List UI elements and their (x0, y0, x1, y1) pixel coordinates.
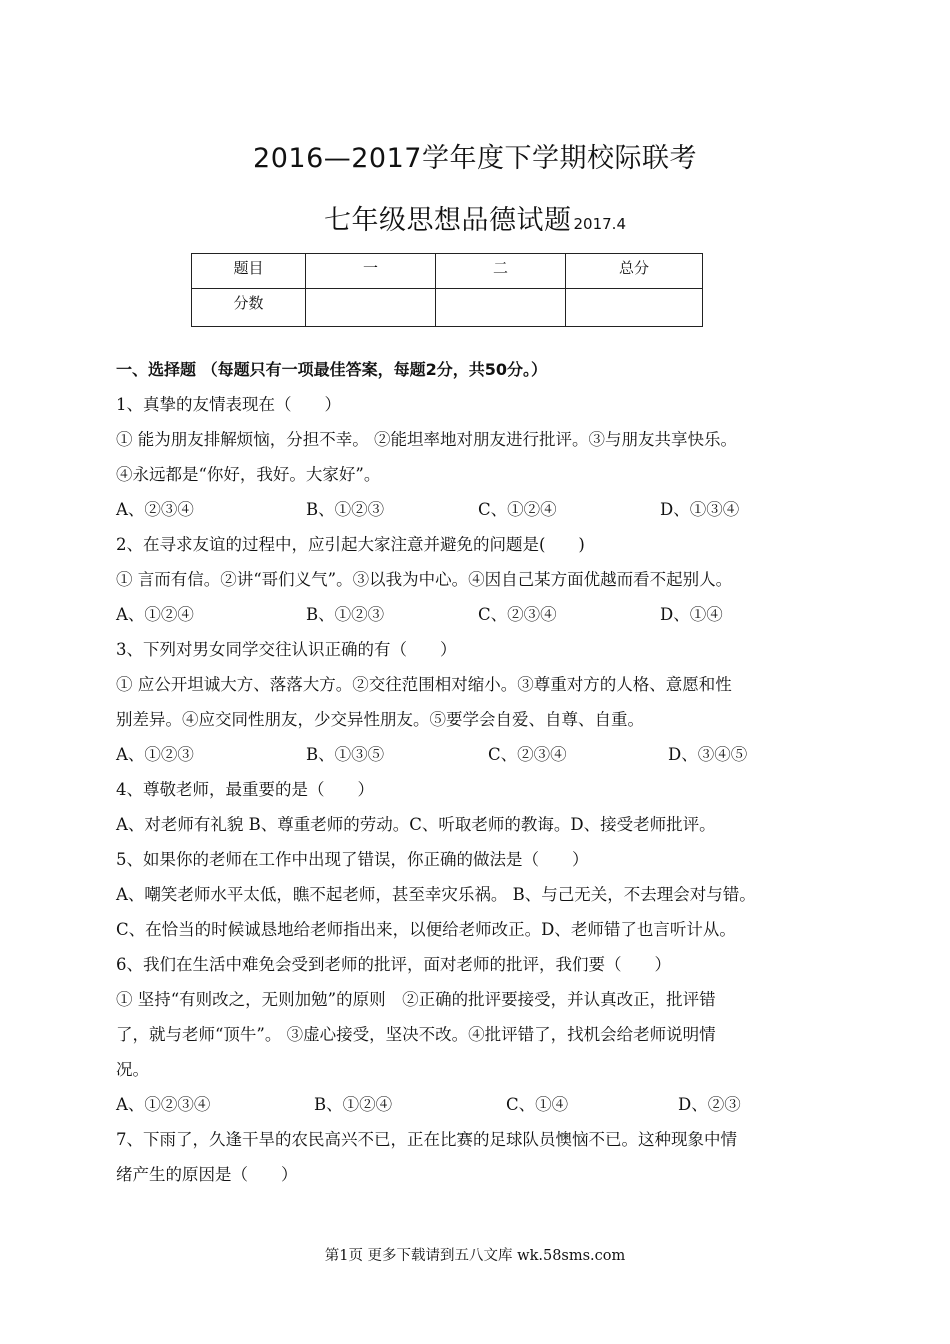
question-text: 了，就与老师“顶牛”。 ③虚心接受，坚决不改。④批评错了，找机会给老师说明情 (116, 1025, 716, 1044)
option-d: D、①④ (660, 605, 723, 624)
option-d: D、③④⑤ (668, 745, 748, 764)
exam-title: 2016—2017学年度下学期校际联考 (253, 143, 697, 174)
question-stem: 4、尊敬老师，最重要的是（ ） (116, 780, 374, 799)
question-text: ① 坚持“有则改之，无则加勉”的原则 ②正确的批评要接受，并认真改正，批评错 (116, 990, 716, 1009)
question-stem: 7、下雨了，久逢干旱的农民高兴不已，正在比赛的足球队员懊恼不已。这种现象中情 (116, 1130, 737, 1149)
score-table-header-row (192, 254, 703, 289)
option-b: B、①②③ (306, 500, 385, 519)
question-stem: 5、如果你的老师在工作中出现了错误，你正确的做法是（ ） (116, 850, 589, 869)
question-text: ① 能为朋友排解烦恼，分担不幸。 ②能坦率地对朋友进行批评。③与朋友共享快乐。 (116, 430, 737, 449)
question-options (116, 597, 846, 632)
option-c: C、①②④ (478, 500, 557, 519)
question-text: 绪产生的原因是（ ） (116, 1165, 298, 1184)
score-table (191, 253, 703, 327)
option-a: A、①②③ (116, 745, 194, 764)
question-stem: 2、在寻求友谊的过程中，应引起大家注意并避免的问题是( ) (116, 535, 585, 554)
option-b: B、①②③ (306, 605, 385, 624)
option-c: C、②③④ (488, 745, 567, 764)
question-options (116, 492, 846, 527)
score-table-score-row (192, 289, 703, 327)
option-d: D、①③④ (660, 500, 740, 519)
question-text: A、嘲笑老师水平太低，瞧不起老师，甚至幸灾乐祸。 B、与己无关，不去理会对与错。 (116, 885, 756, 904)
question-options (116, 737, 846, 772)
question-options (116, 1087, 846, 1122)
exam-content (116, 352, 846, 1192)
question-text: ④永远都是“你好，我好。大家好”。 (116, 465, 381, 484)
question-stem: 3、下列对男女同学交往认识正确的有（ ） (116, 640, 457, 659)
option-b: B、①③⑤ (306, 745, 385, 764)
score-input-cell[interactable] (436, 289, 566, 327)
option-c: C、①④ (506, 1095, 569, 1114)
score-input-cell[interactable] (306, 289, 436, 327)
question-text: 别差异。④应交同性朋友，少交异性朋友。⑤要学会自爱、自尊、自重。 (116, 710, 644, 729)
exam-subtitle (0, 198, 950, 237)
option-a: A、②③④ (116, 500, 194, 519)
question-text: ① 言而有信。②讲“哥们义气”。③以我为中心。④因自己某方面优越而看不起别人。 (116, 570, 733, 589)
question-text: 况。 (116, 1060, 149, 1079)
section-heading: 一、选择题 （每题只有一项最佳答案，每题2分，共50分。） (116, 360, 547, 379)
option-c: C、②③④ (478, 605, 557, 624)
score-table-cell: 一 (306, 254, 436, 289)
option-d: D、②③ (678, 1095, 741, 1114)
subtitle-text: 七年级思想品德试题 (324, 205, 572, 236)
page-footer: 第1页 更多下载请到五八文库 wk.58sms.com (324, 1248, 626, 1264)
option-a: A、①②③④ (116, 1095, 211, 1114)
exam-date: 2017.4 (573, 215, 626, 233)
score-table-cell: 总分 (566, 254, 703, 289)
question-text: ① 应公开坦诚大方、落落大方。②交往范围相对缩小。③尊重对方的人格、意愿和性 (116, 675, 732, 694)
question-stem: 6、我们在生活中难免会受到老师的批评，面对老师的批评，我们要（ ） (116, 955, 671, 974)
option-b: B、①②④ (314, 1095, 393, 1114)
score-input-cell[interactable] (566, 289, 703, 327)
option-a: A、①②④ (116, 605, 194, 624)
score-table-cell: 二 (436, 254, 566, 289)
score-table-cell: 分数 (192, 289, 306, 327)
question-stem: 1、真挚的友情表现在（ ） (116, 395, 341, 414)
score-table-cell: 题目 (192, 254, 306, 289)
question-text: A、对老师有礼貌 B、尊重老师的劳动。C、听取老师的教诲。D、接受老师批评。 (116, 815, 716, 834)
question-text: C、在恰当的时候诚恳地给老师指出来，以便给老师改正。D、老师错了也言听计从。 (116, 920, 736, 939)
